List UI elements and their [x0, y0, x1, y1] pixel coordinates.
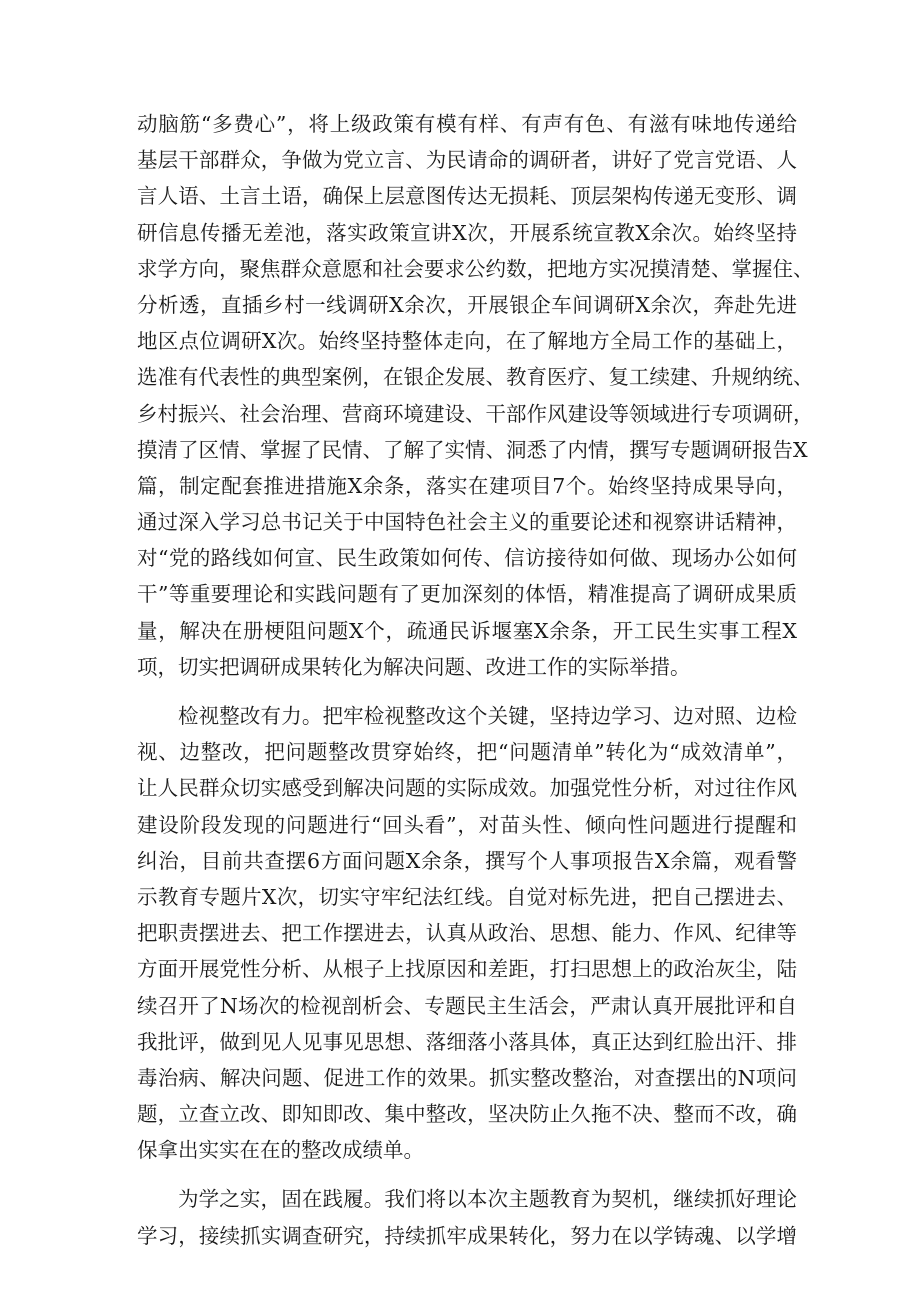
text-line: 视、边整改，把问题整改贯穿始终，把“问题清单”转化为“成效清单”， — [137, 740, 797, 765]
text-line: 项，切实把调研成果转化为解决问题、改进工作的实际举措。 — [137, 654, 691, 679]
text-line: 摸清了区情、掌握了民情、了解了实情、洞悉了内情，撰写专题调研报告X — [137, 437, 808, 462]
paragraph — [137, 106, 814, 685]
text-line: 通过深入学习总书记关于中国特色社会主义的重要论述和视察讲话精神， — [137, 510, 797, 535]
text-line: 动脑筋“多费心”，将上级政策有模有样、有声有色、有滋有味地传递给 — [137, 112, 797, 136]
paragraph-gap — [137, 685, 797, 698]
text-line: 纠治，目前共查摆6方面问题X余条，撰写个人事项报告X余篇，观看警 — [137, 848, 797, 873]
text-line: 言人语、土言土语，确保上层意图传达无损耗、顶层架构传递无变形、调 — [137, 184, 797, 209]
text-line: 让人民群众切实感受到解决问题的实际成效。加强党性分析，对过往作风 — [137, 776, 797, 801]
text-line: 地区点位调研X次。始终坚持整体走向，在了解地方全局工作的基础上， — [137, 329, 797, 354]
text-line: 篇，制定配套推进措施X余条，落实在建项目7个。始终坚持成果导向， — [137, 473, 797, 498]
text-line: 方面开展党性分析、从根子上找原因和差距，打扫思想上的政治灰尘，陆 — [137, 957, 797, 982]
text-line: 续召开了N场次的检视剖析会、专题民主生活会，严肃认真开展批评和自 — [137, 993, 797, 1018]
text-line: 研信息传播无差池，落实政策宣讲X次，开展系统宣教X余次。始终坚持 — [137, 220, 797, 245]
document-body — [137, 106, 814, 1254]
text-line: 对“党的路线如何宣、民生政策如何传、信访接待如何做、现场办公如何 — [137, 546, 797, 571]
text-line: 分析透，直插乡村一线调研X余次，开展银企车间调研X余次，奔赴先进 — [137, 292, 797, 317]
text-line: 我批评，做到见人见事见思想、落细落小落具体，真正达到红脸出汗、排 — [137, 1029, 797, 1054]
text-line: 把职责摆进去、把工作摆进去，认真从政治、思想、能力、作风、纪律等 — [137, 921, 797, 946]
text-line: 乡村振兴、社会治理、营商环境建设、干部作风建设等领域进行专项调研， — [137, 401, 814, 426]
text-line: 学习，接续抓实调查研究，持续抓牢成果转化，努力在以学铸魂、以学增 — [137, 1223, 797, 1248]
text-line: 毒治病、解决问题、促进工作的效果。抓实整改整治，对查摆出的N项问 — [137, 1065, 797, 1090]
text-line: 保拿出实实在在的整改成绩单。 — [137, 1138, 424, 1163]
text-line: 为学之实，固在践履。我们将以本次主题教育为契机，继续抓好理论 — [178, 1187, 797, 1212]
text-line: 题，立查立改、即知即改、集中整改，坚决防止久拖不决、整而不改，确 — [137, 1102, 797, 1127]
text-line: 建设阶段发现的问题进行“回头看”，对苗头性、倾向性问题进行提醒和 — [137, 812, 797, 837]
text-line: 基层干部群众，争做为党立言、为民请命的调研者，讲好了党言党语、人 — [137, 148, 797, 173]
paragraph — [137, 698, 797, 1168]
text-line: 示教育专题片X次，切实守牢纪法红线。自觉对标先进，把自己摆进去、 — [137, 884, 797, 909]
text-line: 量，解决在册梗阻问题X个，疏通民诉堰塞X余条，开工民生实事工程X — [137, 618, 797, 643]
text-line: 选准有代表性的典型案例，在银企发展、教育医疗、复工续建、升规纳统、 — [137, 365, 814, 390]
text-line: 干”等重要理论和实践问题有了更加深刻的体悟，精准提高了调研成果质 — [137, 582, 797, 607]
paragraph-gap — [137, 1168, 797, 1181]
text-line: 求学方向，聚焦群众意愿和社会要求公约数，把地方实况摸清楚、掌握住、 — [137, 256, 814, 281]
text-line: 检视整改有力。把牢检视整改这个关键，坚持边学习、边对照、边检 — [178, 704, 797, 728]
paragraph — [137, 1181, 797, 1253]
